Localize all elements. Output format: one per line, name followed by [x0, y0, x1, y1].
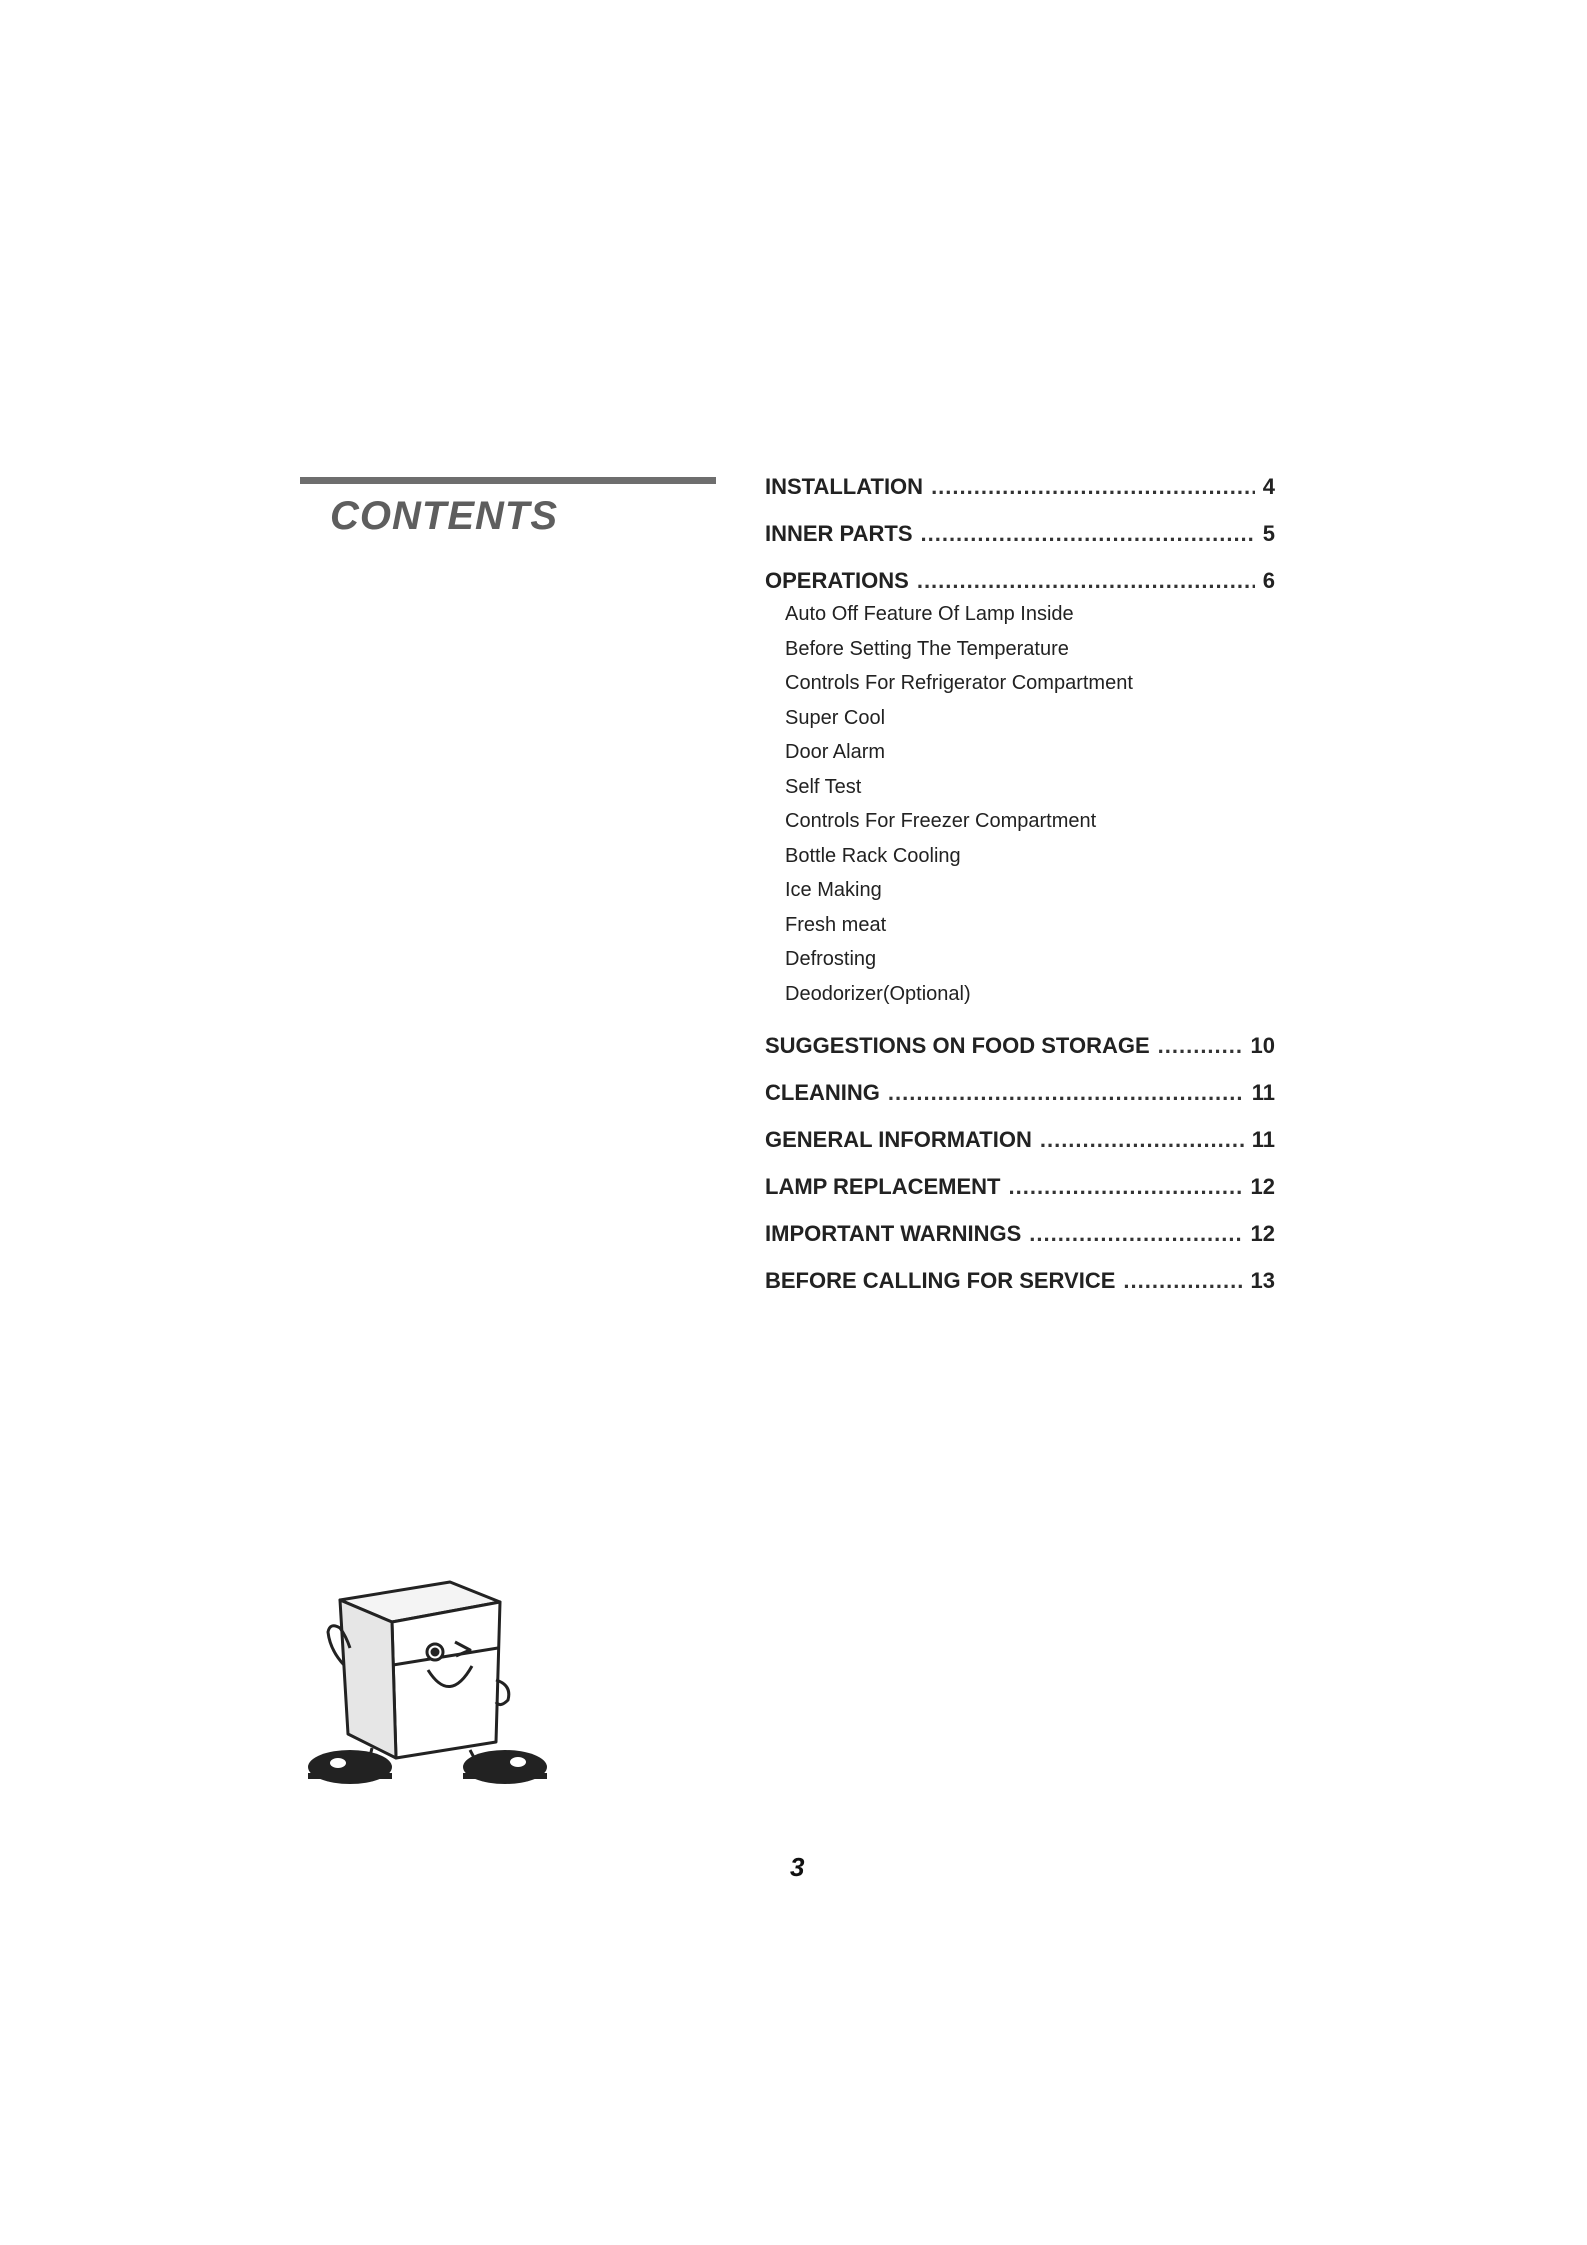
dot-leader — [1040, 1127, 1244, 1153]
toc-entry-label: OPERATIONS — [765, 568, 909, 593]
toc-entry-page: 10 — [1250, 1033, 1275, 1058]
contents-header — [300, 477, 716, 539]
dot-leader — [931, 474, 1255, 500]
toc-entry-operations[interactable] — [765, 568, 1275, 594]
page-title: CONTENTS — [330, 494, 558, 538]
toc-subitem[interactable]: Deodorizer(Optional) — [785, 982, 971, 1005]
toc-entry-page: 12 — [1250, 1174, 1275, 1199]
toc-subitem[interactable]: Self Test — [785, 775, 862, 798]
header-rule — [300, 477, 716, 484]
toc-subitem[interactable]: Defrosting — [785, 948, 877, 970]
dot-leader — [921, 521, 1255, 547]
refrigerator-mascot-icon — [300, 1570, 560, 1790]
toc-entry-label: SUGGESTIONS ON FOOD STORAGE — [765, 1033, 1150, 1058]
toc-entry-important-warnings[interactable] — [765, 1221, 1275, 1247]
toc-entry-page: 13 — [1250, 1268, 1275, 1293]
toc-entry-page: 12 — [1250, 1221, 1275, 1246]
toc-entry-cleaning[interactable] — [765, 1080, 1275, 1106]
dot-leader — [1029, 1221, 1242, 1247]
dot-leader — [1158, 1033, 1243, 1059]
page-number: 3 — [790, 1852, 805, 1882]
toc-entry-installation[interactable] — [765, 474, 1275, 500]
toc-subitem[interactable]: Controls For Refrigerator Compartment — [785, 672, 1133, 694]
toc-entry-page: 5 — [1262, 521, 1275, 546]
toc-subitem[interactable]: Bottle Rack Cooling — [785, 844, 961, 867]
toc-entry-general-information[interactable] — [765, 1127, 1275, 1153]
toc-entry-label: IMPORTANT WARNINGS — [765, 1221, 1022, 1246]
toc-entry-lamp-replacement[interactable] — [765, 1174, 1275, 1200]
toc-entry-label: GENERAL INFORMATION — [765, 1127, 1032, 1152]
toc-entry-page: 4 — [1262, 474, 1275, 499]
toc-entry-label: INNER PARTS — [765, 521, 913, 546]
toc-entry-page: 11 — [1251, 1127, 1275, 1152]
toc-subitem[interactable]: Super Cool — [785, 706, 886, 729]
toc-subitem[interactable]: Controls For Freezer Compartment — [785, 810, 1097, 832]
toc-subitem[interactable]: Door Alarm — [785, 741, 886, 763]
operations-subitems — [785, 597, 1275, 1011]
table-of-contents — [765, 474, 1275, 1315]
toc-entry-label: BEFORE CALLING FOR SERVICE — [765, 1268, 1116, 1293]
dot-leader — [1009, 1174, 1243, 1200]
toc-entry-inner-parts[interactable] — [765, 521, 1275, 547]
toc-subitem[interactable]: Before Setting The Temperature — [785, 637, 1069, 660]
toc-entry-food-storage[interactable] — [765, 1033, 1275, 1059]
toc-subitem[interactable]: Fresh meat — [785, 913, 887, 936]
toc-entry-page: 6 — [1262, 568, 1275, 593]
toc-subitem[interactable]: Auto Off Feature Of Lamp Inside — [785, 603, 1074, 625]
dot-leader — [917, 568, 1255, 594]
toc-entry-before-calling-for-service[interactable] — [765, 1268, 1275, 1294]
toc-entry-label: CLEANING — [765, 1080, 880, 1105]
toc-entry-label: LAMP REPLACEMENT — [765, 1174, 1001, 1199]
dot-leader — [1123, 1268, 1242, 1294]
toc-entry-page: 11 — [1251, 1080, 1275, 1105]
toc-entry-label: INSTALLATION — [765, 474, 924, 499]
dot-leader — [888, 1080, 1244, 1106]
toc-subitem[interactable]: Ice Making — [785, 879, 882, 901]
